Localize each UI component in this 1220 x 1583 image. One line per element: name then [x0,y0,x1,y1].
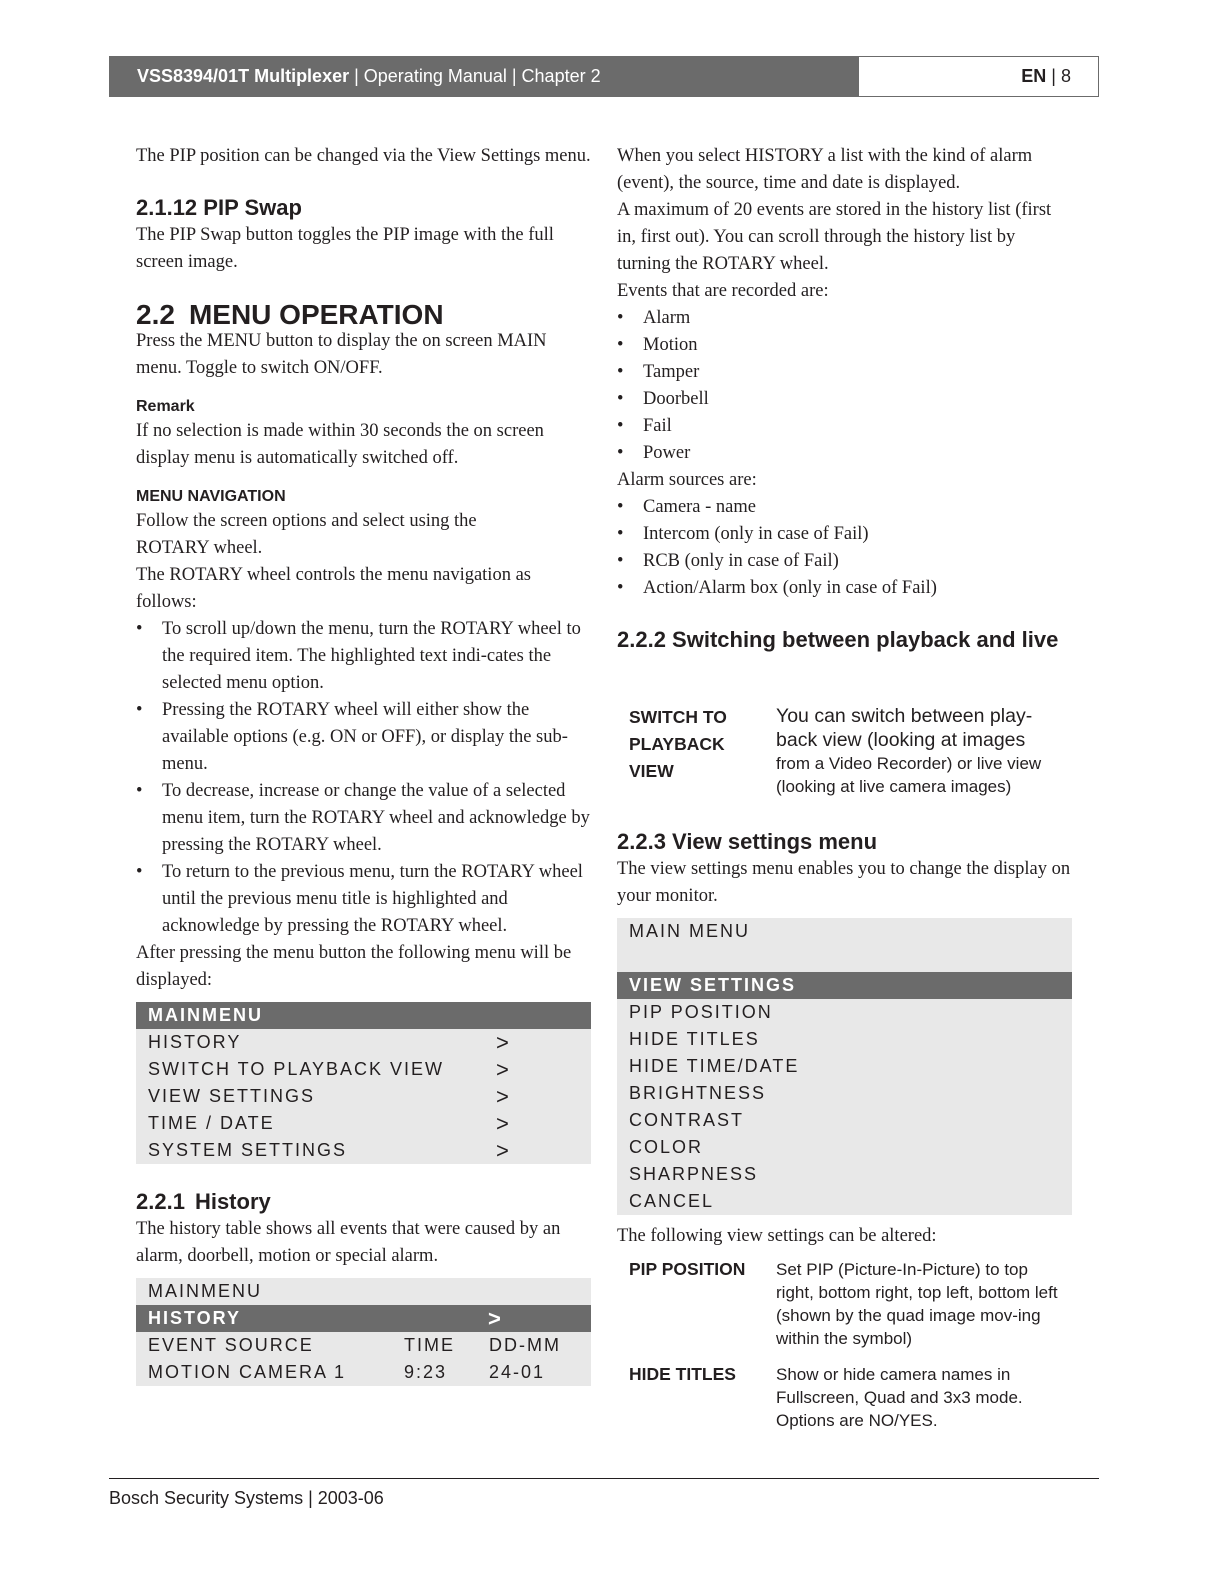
list-item: • RCB (only in case of Fail) [617,548,1072,575]
altered-paragraph: The following view settings can be altered: [617,1226,937,1246]
list-item: • Motion [617,332,1072,359]
navigation-paragraph-1: Follow the screen options and select using the ROTARY wheel. [136,511,477,558]
view-menu-item-hide-time-date: HIDE TIME/DATE [629,1056,800,1076]
col-event-source: EVENT SOURCE [148,1335,314,1355]
chevron-right-icon: > [496,1111,509,1136]
menu-operation-paragraph: Press the MENU button to display the on screen MAIN menu. Toggle to switch ON/OFF. [136,331,547,378]
pip-swap-heading: 2.1.12 PIP Swap [136,195,302,220]
main-menu-item-system-settings [136,1137,591,1164]
definition-value: Show or hide camera names in Fullscreen, Quad and 3x3 mode. Options are NO/YES. [776,1365,1023,1430]
list-item: • Alarm [617,305,1072,332]
col-date: DD-MM [489,1335,561,1355]
view-menu-item-contrast: CONTRAST [629,1110,744,1130]
switch-value [776,704,1072,798]
menu-operation-number: 2.2 [136,299,175,330]
menu-operation-title: MENU OPERATION [188,299,444,330]
menu-operation-heading [136,298,591,332]
events-label: Events that are recorded are: [617,281,829,301]
definition-key: HIDE TITLES [629,1364,736,1384]
view-settings-menu-box [617,918,1072,1215]
header-product: VSS8394/01T Multiplexer [137,66,350,86]
hide-titles-definition [617,1363,1072,1432]
menu-item-label: HISTORY [148,1308,242,1328]
list-item: • Pressing the ROTARY wheel will either show the available options (e.g. ON or OFF), or display the sub-menu. [136,697,591,778]
definition-key: PIP POSITION [629,1259,746,1279]
footer-rule [109,1478,1099,1479]
view-menu-spacer [617,945,1072,972]
history-menu-box [136,1278,591,1386]
chevron-right-icon: > [496,1138,509,1163]
main-menu-box [136,1002,591,1164]
pip-swap-paragraph: The PIP Swap button toggles the PIP image with the full screen image. [136,225,554,272]
right-column [617,143,1072,1432]
list-item: • To scroll up/down the menu, turn the ROTARY wheel to the required item. The highlighted text indi-cates the selected menu option. [136,616,591,697]
intro-paragraph: The PIP position can be changed via the View Settings menu. [136,146,591,166]
menu-item-label: SWITCH TO PLAYBACK VIEW [148,1059,445,1079]
cell-time: 9:23 [404,1362,448,1382]
header-bar [109,56,858,97]
list-item: • Power [617,440,1072,467]
main-menu-title: MAINMENU [136,1002,591,1029]
menu-navigation-heading: MENU NAVIGATION [136,488,286,505]
menu-item-label: VIEW SETTINGS [148,1086,316,1106]
switching-heading: 2.2.2 Switching between playback and live [617,627,1059,652]
sources-list [617,494,1072,602]
list-item: • Doorbell [617,386,1072,413]
remark-paragraph: If no selection is made within 30 seconds the on screen display menu is automatically switched off. [136,421,544,468]
history-column-headers [136,1332,591,1359]
switch-key: SWITCH TO PLAYBACK VIEW [629,707,727,781]
view-menu-item-sharpness: SHARPNESS [629,1164,759,1184]
history-menu-title: MAINMENU [148,1281,262,1301]
chevron-right-icon: > [496,1084,509,1109]
history-menu-selected [136,1305,591,1332]
table-row [136,1359,591,1386]
list-item: • Fail [617,413,1072,440]
header-page-number: | 8 [1046,66,1071,86]
list-item: • Intercom (only in case of Fail) [617,521,1072,548]
view-menu-item-brightness: BRIGHTNESS [629,1083,767,1103]
view-menu-selected: VIEW SETTINGS [617,972,1072,999]
sources-label: Alarm sources are: [617,470,757,490]
cell-date: 24-01 [489,1362,546,1382]
view-settings-paragraph: The view settings menu enables you to change the display on your monitor. [617,859,1071,906]
header-lang: EN [1021,66,1047,86]
main-menu-item-history [136,1029,591,1056]
history-title: History [194,1189,271,1214]
col-time: TIME [404,1335,455,1355]
main-menu-item-switch-playback [136,1056,591,1083]
after-menu-paragraph: After pressing the menu button the following menu will be displayed: [136,943,572,990]
list-item: • Tamper [617,359,1072,386]
switch-value-b: from a Video Recorder) or live view (looking at live camera images) [776,754,1042,796]
list-item: • Action/Alarm box (only in case of Fail) [617,575,1072,602]
view-menu-item-cancel: CANCEL [629,1191,715,1211]
chevron-right-icon: > [488,1306,501,1331]
view-menu-item-hide-titles: HIDE TITLES [629,1029,760,1049]
menu-item-label: TIME / DATE [148,1113,275,1133]
header-doc-title: | Operating Manual | Chapter 2 [349,66,601,86]
menu-item-label: SYSTEM SETTINGS [148,1140,348,1160]
history-detail-paragraph-2: A maximum of 20 events are stored in the history list (first in, first out). You can scroll through the history list by turning the ROTARY wheel. [617,200,1052,274]
definition-value: Set PIP (Picture-In-Picture) to top right, bottom right, top left, bottom left (shown by the quad image mov-ing within the symbol) [776,1260,1058,1348]
list-item: • To decrease, increase or change the value of a selected menu item, turn the ROTARY wheel and acknowledge by pressing the ROTARY wheel. [136,778,591,859]
chevron-right-icon: > [496,1057,509,1082]
remark-heading: Remark [136,398,195,415]
footer-text: Bosch Security Systems | 2003-06 [109,1488,384,1508]
history-heading [136,1188,591,1216]
main-menu-item-view-settings [136,1083,591,1110]
switch-value-a: You can switch between play-back view (looking at images [776,705,1033,751]
left-column [136,143,591,1386]
cell-event: MOTION CAMERA 1 [148,1362,347,1382]
menu-item-label: HISTORY [148,1032,242,1052]
history-number: 2.2.1 [136,1189,185,1214]
view-menu-item-pip-position: PIP POSITION [629,1002,773,1022]
view-settings-heading: 2.2.3 View settings menu [617,829,878,854]
chevron-right-icon: > [496,1030,509,1055]
view-menu-title: MAIN MENU [629,921,750,941]
history-paragraph: The history table shows all events that were caused by an alarm, doorbell, motion or special alarm. [136,1219,561,1266]
view-menu-item-color: COLOR [629,1137,704,1157]
list-item: • Camera - name [617,494,1072,521]
pip-position-definition [617,1258,1072,1350]
events-list [617,305,1072,467]
main-menu-item-time-date [136,1110,591,1137]
list-item: • To return to the previous menu, turn the ROTARY wheel until the previous menu title is highlighted and acknowledge by pressing the ROTARY wheel. [136,859,591,940]
switch-definition [617,704,1072,798]
navigation-paragraph-2: The ROTARY wheel controls the menu navigation as follows: [136,565,531,612]
history-detail-paragraph-1: When you select HISTORY a list with the kind of alarm (event), the source, time and date is displayed. [617,146,1033,193]
navigation-bullet-list [136,616,591,940]
header-page-box [858,56,1099,97]
